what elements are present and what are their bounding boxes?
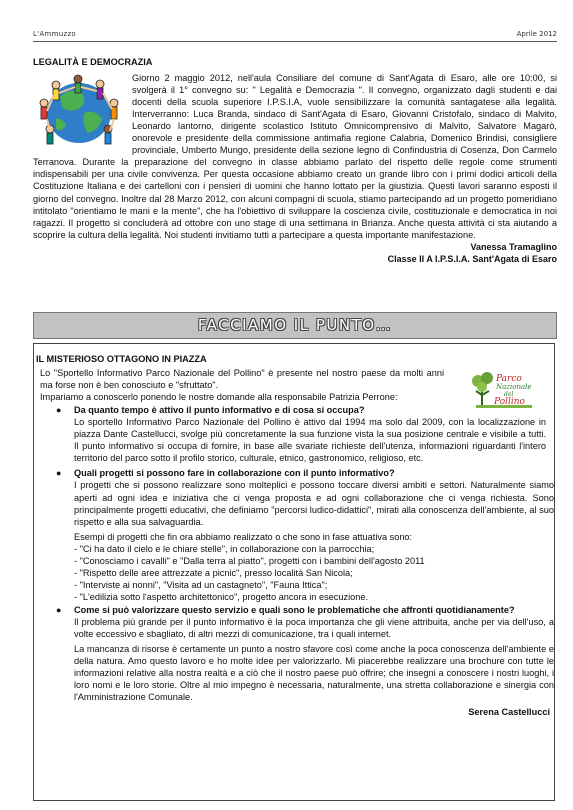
question-2 xyxy=(36,467,554,479)
logo-word-parco: Parco xyxy=(496,374,522,384)
question-text: Quali progetti si possono fare in collaborazione con il punto informativo? xyxy=(74,468,395,479)
question-1 xyxy=(36,404,554,416)
answer-text-2: La mancanza di risorse è certamente un punto a nostro sfavore così come anche la poca conoscenza dell'ambiente e della natura. Amo questo lavoro e ho molte idee per valorizzarlo. Mi piacerebbe realizzare una brochure con tutte le informazioni relative alla nostra realtà e a ciò che il nostro paese può offrire; che insegni a conoscere i nostri luoghi, i loro nomi e le loro storie. Oltre al mio impegno è necessaria, naturalmente, una stretta collaborazione e sinergia con l'Amministrazione Comunale. xyxy=(74,644,554,703)
article-author-class: Classe II A I.P.S.I.A. Sant'Agata di Esaro xyxy=(387,253,557,264)
article-body: Giorno 2 maggio 2012, nell'aula Consiliare del comune di Sant'Agata di Esaro, alle ore 10:00, si svolgerà il 1° convegno su: " Legalità e Democrazia ". Il convegno, organizzato dagli studenti e dai docenti della scuola superiore I.P.S.I.A, vuole sensibilizzare la comunità santagatese alla legalità. Interverranno: Luca Branda, sindaco di Sant'Agata di Esaro, Giovanni Cristofalo, sindaco di Malvito, Leonardo Iantorno, dirigente scolastico Istituto Omnicomprensivo di Malvito, Salvatore Magarò, onorevole e presidente della commissione antimafia regione Calabria, Domenico Brindisi, consigliere provinciale, Umberto Mungo, presidente della sezione legno di Confindustria di Cosenza, Don Carmelo Terranova. Durante la preparazione del convegno in classe abbiamo parlato del rispetto delle regole come strumenti indispensabili per una civile convivenza. Per questa occasione abbiamo creato un grande libro con i primi dodici articoli della Costituzione Italiana e dei cartelloni con i pensieri di uomini che hanno lottato per la giustizia. Questi lavori saranno esposti il giorno del convegno. Inoltre dal 28 Marzo 2012, con alcuni compagni di scuola, stiamo partecipando ad un progetto pomeridiano intitolato "orientiamo le mani e la mente", che ha l'obiettivo di sviluppare la coscienza civile, costituzionale e democratica in noi ragazzi. Il progetto si concluderà ad ottobre con uno stage di una settimana in Brianza. Anche questa attività ci sta aiutando a scoprire la cultura della legalità. Noi studenti invitiamo tutti a partecipare a questa importante manifestazione. xyxy=(33,73,557,240)
answer-text: I progetti che si possono realizzare sono molteplici e possono toccare diversi ambiti e settori. Naturalmente siamo aperti ad ogni idea e iniziativa che ci venga proposta e ad ogni collaborazione che ci venga richiesta. Sono principalmente progetti educativi, che definiamo "percorsi ludico-didattici", mirati alla conoscenza dell'ambiente, al suo rispetto e alla sua salvaguardia. xyxy=(74,480,554,527)
article-intro: Lo "Sportello Informativo Parco Nazionale del Pollino" è presente nel nostro paese da molti anni ma forse non è ben conosciuto e "sfruttato". xyxy=(40,368,444,391)
logo-word-del: del xyxy=(504,391,514,398)
bullet-icon: ● xyxy=(56,604,62,615)
answer-2 xyxy=(36,479,554,602)
question-text: Da quanto tempo è attivo il punto informativo e di cosa si occupa? xyxy=(74,405,365,416)
answer-3 xyxy=(36,616,554,703)
logo-word-pollino: Pollino xyxy=(494,397,525,407)
logo-word-nazionale: Nazionale xyxy=(496,383,532,391)
question-text: Come si può valorizzare questo servizio e quali sono le problematiche che affronti quotidianamente? xyxy=(74,604,515,615)
examples-intro: Esempi di progetti che fin ora abbiamo realizzato o che sono in fase attuativa sono: xyxy=(74,531,413,542)
list-item: - "Rispetto delle aree attrezzate a picnic", presso località San Nicola; xyxy=(74,567,353,578)
header-divider xyxy=(33,41,557,42)
question-3 xyxy=(36,604,554,616)
answer-text: Il problema più grande per il punto informativo è la poca importanza che gli viene attribuita, anche per via dell'uso, a volte eccessivo e sbagliato, di altri mezzi di comunicazione, tra i quali internet. xyxy=(74,616,554,640)
article-legalita xyxy=(33,56,557,265)
section-banner: FACCIAMO IL PUNTO… xyxy=(33,312,557,339)
newspaper-name: L'Ammuzzo xyxy=(33,30,77,38)
article-intro-2: Impariamo a conoscerlo ponendo le nostre domande alla responsabile Patrizia Perrone: xyxy=(40,392,398,403)
globe-children-illustration xyxy=(32,73,126,147)
bullet-icon: ● xyxy=(56,468,62,479)
list-item: - "Interviste ai nonni", "Visita ad un castagneto", "Fauna Ittica"; xyxy=(74,579,328,590)
article-author: Serena Castellucci xyxy=(468,707,550,718)
article-title: LEGALITÀ E DEMOCRAZIA xyxy=(33,57,153,67)
issue-date: Aprile 2012 xyxy=(516,30,557,38)
article-title: IL MISTERIOSO OTTAGONO IN PIAZZA xyxy=(36,354,207,364)
list-item: - "L'edilizia sotto l'aspetto architettonico", progetto ancora in esecuzione. xyxy=(74,591,368,602)
article-ottagono xyxy=(36,353,554,718)
bullet-icon: ● xyxy=(56,405,62,416)
list-item: - "Ci ha dato il cielo e le chiare stelle", in collaborazione con la parrocchia; xyxy=(74,543,375,554)
article-author: Vanessa Tramaglino xyxy=(470,241,557,252)
list-item: - "Conosciamo i cavalli" e "Dalla terra al piatto", progetti con i bambini dell'agosto 2011 xyxy=(74,555,425,566)
answer-text: Lo sportello Informativo Parco Nazionale del Pollino è attivo dal 1994 ma solo dal 2009, con la localizzazione in piazza Dante Castellucci, svolge più concretamente la sua funzione vista la sua posizione centrale e visibile a tutti. Il punto informativo si occupa di fornire, in base alle svariate richieste dell'utenza, informazioni riguardanti l'intero territorio del parco sotto il profilo storico, culturale, etnico, gastronomico, religioso, etc. xyxy=(74,417,546,464)
examples-list xyxy=(74,543,554,603)
answer-1 xyxy=(36,416,554,464)
